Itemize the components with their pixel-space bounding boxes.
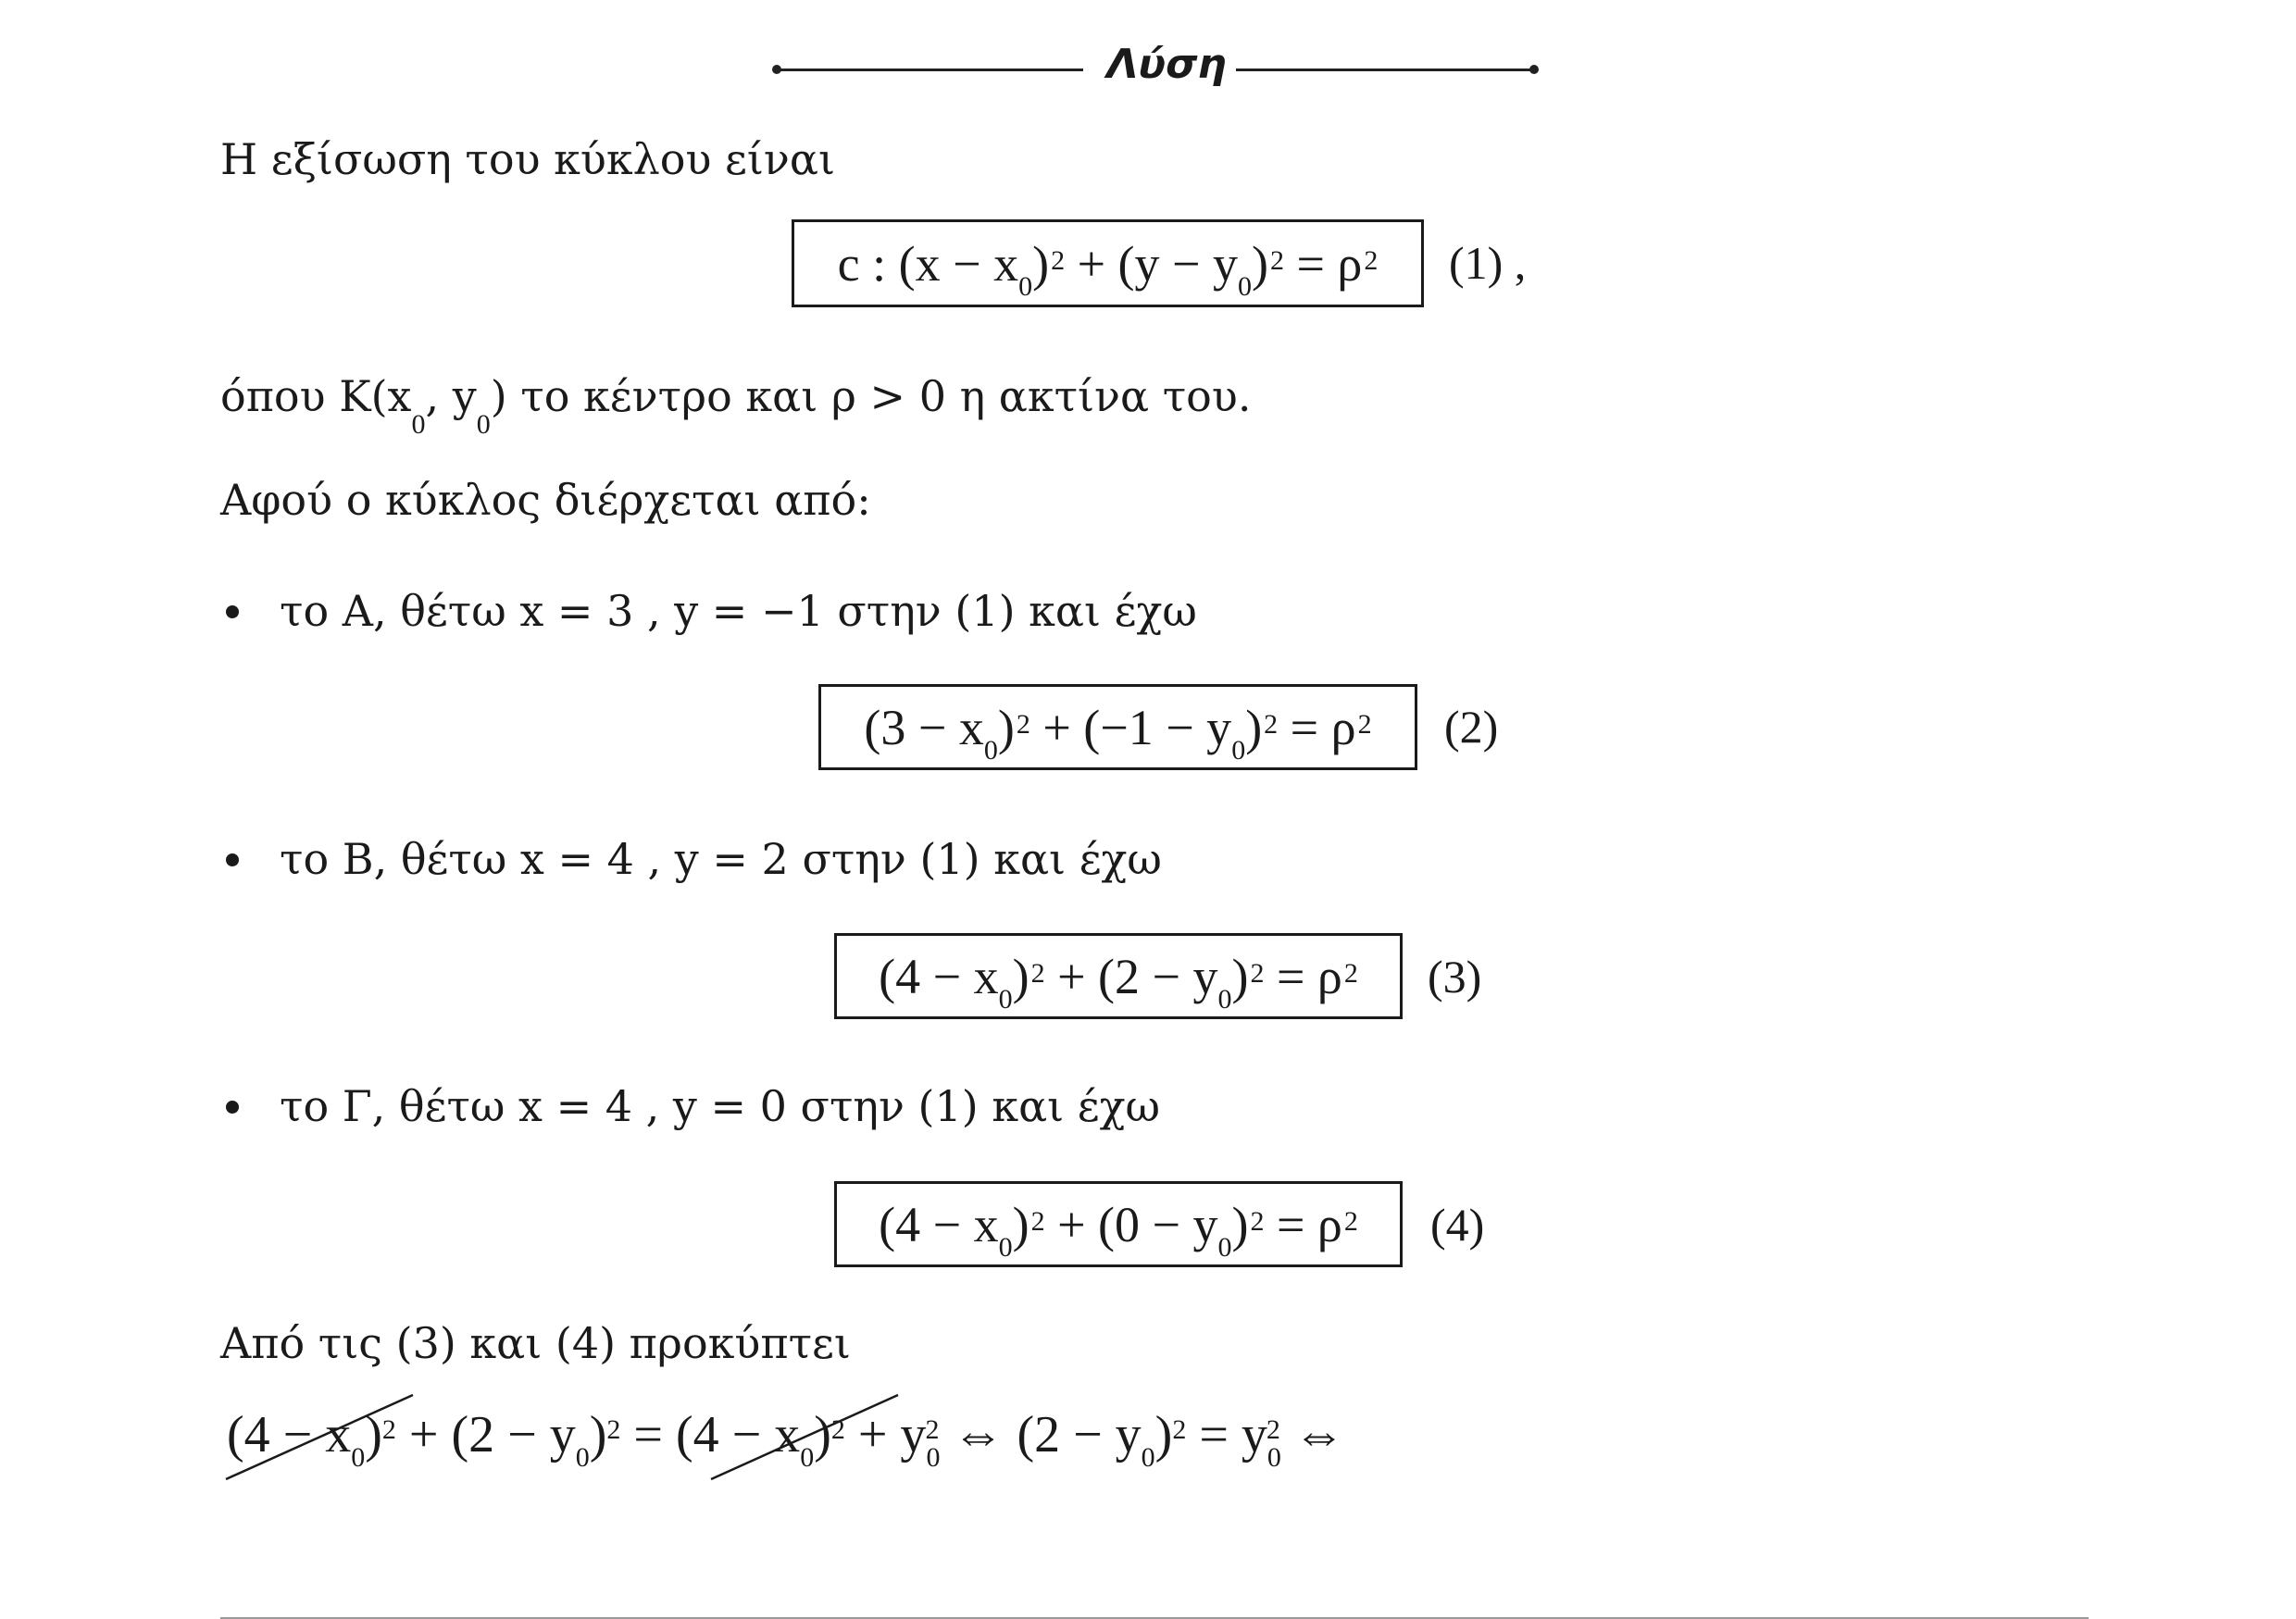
equation-1-box — [792, 219, 1424, 307]
bullet-marker — [226, 853, 239, 866]
heading-right-rule — [1236, 68, 1532, 71]
center-radius-text: όπου $K(x_0$, $y_0$) το κέντρο και ρ > 0 η ακτίνα του. — [220, 371, 1252, 441]
since-text: Αφού ο κύκλος διέρχεται από: — [220, 475, 871, 525]
equation-3: $(4 - x_0)^2 + (2 - y_0)^2 = \rho^2$ — [879, 948, 1358, 1015]
bullet-marker — [226, 605, 239, 618]
equation-4: $(4 - x_0)^2 + (0 - y_0)^2 = \rho^2$ — [879, 1196, 1358, 1263]
equation-3-box — [834, 933, 1403, 1019]
equation-2-box — [818, 684, 1417, 770]
equation-4-number: (4) — [1430, 1199, 1485, 1251]
strike-mark — [707, 1384, 902, 1486]
cancelled-term: $(4 - x_0)^2$ — [675, 1406, 845, 1473]
section-heading: Λύση — [1106, 41, 1227, 88]
derivation-line: $(4 - x_0)^2 + (2 - y_0)^2 = (4 - x_0)^2 + y_0^2$ ⇔ $(2 - y_0)^2 = y_0^2$ ⇔ — [227, 1406, 1345, 1473]
heading-right-dot — [1529, 65, 1539, 74]
intro-text: Η εξίσωση του κύκλου είναι — [220, 134, 835, 184]
bullet-text-a: το A, θέτω x = 3 , y = −1 στην (1) και έχω — [280, 586, 1197, 636]
equation-3-number: (3) — [1428, 951, 1482, 1003]
bullet-text-b: το B, θέτω x = 4 , y = 2 στην (1) και έχω — [280, 834, 1162, 884]
equation-4-box — [834, 1181, 1403, 1267]
equation-2: $(3 - x_0)^2 + (-1 - y_0)^2 = \rho^2$ — [864, 699, 1372, 766]
bullet-marker — [226, 1101, 239, 1114]
equation-2-number: (2) — [1444, 701, 1499, 753]
cancelled-term: $(4 - x_0)^2$ — [227, 1406, 396, 1473]
equation-1: c : $(x - x_0)^2 + (y - y_0)^2 = \rho^2$ — [837, 235, 1379, 302]
heading-left-rule — [778, 68, 1083, 71]
strike-mark — [222, 1384, 417, 1486]
equation-1-number: (1) , — [1449, 237, 1527, 289]
bullet-text-c: το Γ, θέτω x = 4 , y = 0 στην (1) και έχω — [280, 1081, 1161, 1131]
from-text: Από τις (3) και (4) προκύπτει — [220, 1318, 851, 1368]
